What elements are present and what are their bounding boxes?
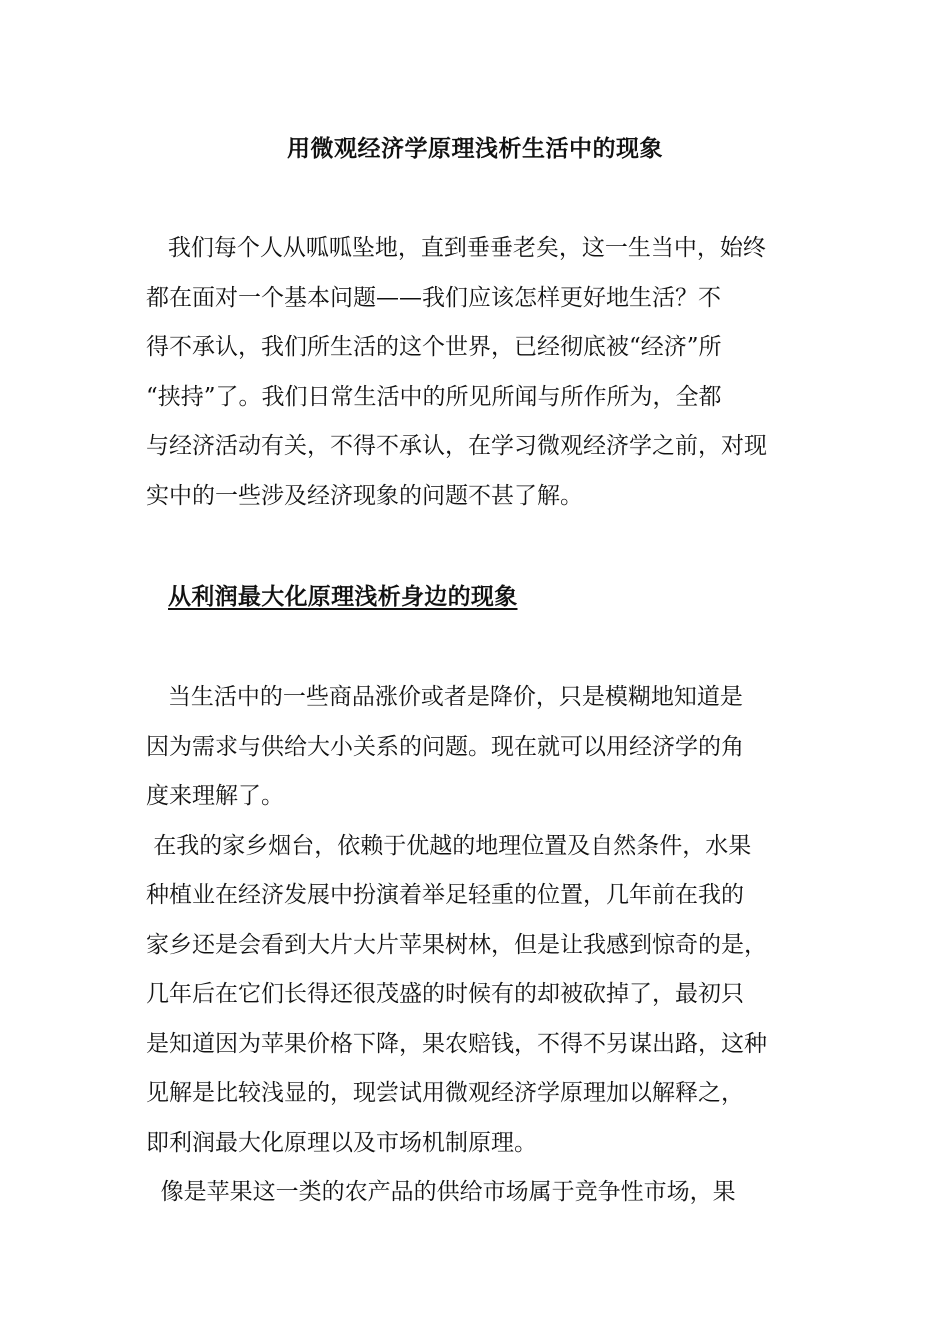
text-line: 实中的一些涉及经济现象的问题不甚了解。 bbox=[146, 482, 583, 509]
document-title: 用微观经济学原理浅析生活中的现象 bbox=[287, 135, 663, 162]
text-line: 即利润最大化原理以及市场机制原理。 bbox=[146, 1129, 537, 1156]
text-line: 几年后在它们长得还很茂盛的时候有的却被砍掉了，最初只 bbox=[146, 981, 744, 1007]
text-line: 因为需求与供给大小关系的问题。现在就可以用经济学的角 bbox=[146, 733, 744, 760]
section-heading: 从利润最大化原理浅析身边的现象 bbox=[168, 583, 518, 610]
text-line: 家乡还是会看到大片大片苹果树林，但是让我感到惊奇的是， bbox=[146, 931, 767, 958]
text-line: 种植业在经济发展中扮演着举足轻重的位置，几年前在我的 bbox=[146, 882, 744, 908]
text-line: 当生活中的一些商品涨价或者是降价，只是模糊地知道是 bbox=[146, 684, 743, 710]
body-paragraphs bbox=[146, 673, 814, 1218]
text-line: “挟持”了。我们日常生活中的所见所闻与所作所为，全都 bbox=[146, 383, 722, 410]
text-line: 与经济活动有关，不得不承认，在学习微观经济学之前，对现 bbox=[146, 433, 767, 459]
text-line: 都在面对一个基本问题——我们应该怎样更好地生活？不 bbox=[146, 284, 721, 311]
text-line: 得不承认，我们所生活的这个世界，已经彻底被“经济”所 bbox=[146, 334, 722, 360]
text-line: 见解是比较浅显的，现尝试用微观经济学原理加以解释之， bbox=[146, 1080, 744, 1106]
text-line: 度来理解了。 bbox=[146, 783, 284, 809]
text-line: 是知道因为苹果价格下降，果农赔钱，不得不另谋出路，这种 bbox=[146, 1030, 767, 1057]
text-line: 在我的家乡烟台，依赖于优越的地理位置及自然条件，水果 bbox=[146, 832, 752, 859]
text-line: 像是苹果这一类的农产品的供给市场属于竞争性市场，果 bbox=[146, 1179, 736, 1205]
text-line: 我们每个人从呱呱坠地，直到垂垂老矣，这一生当中，始终 bbox=[146, 235, 766, 261]
intro-paragraph bbox=[146, 224, 814, 521]
